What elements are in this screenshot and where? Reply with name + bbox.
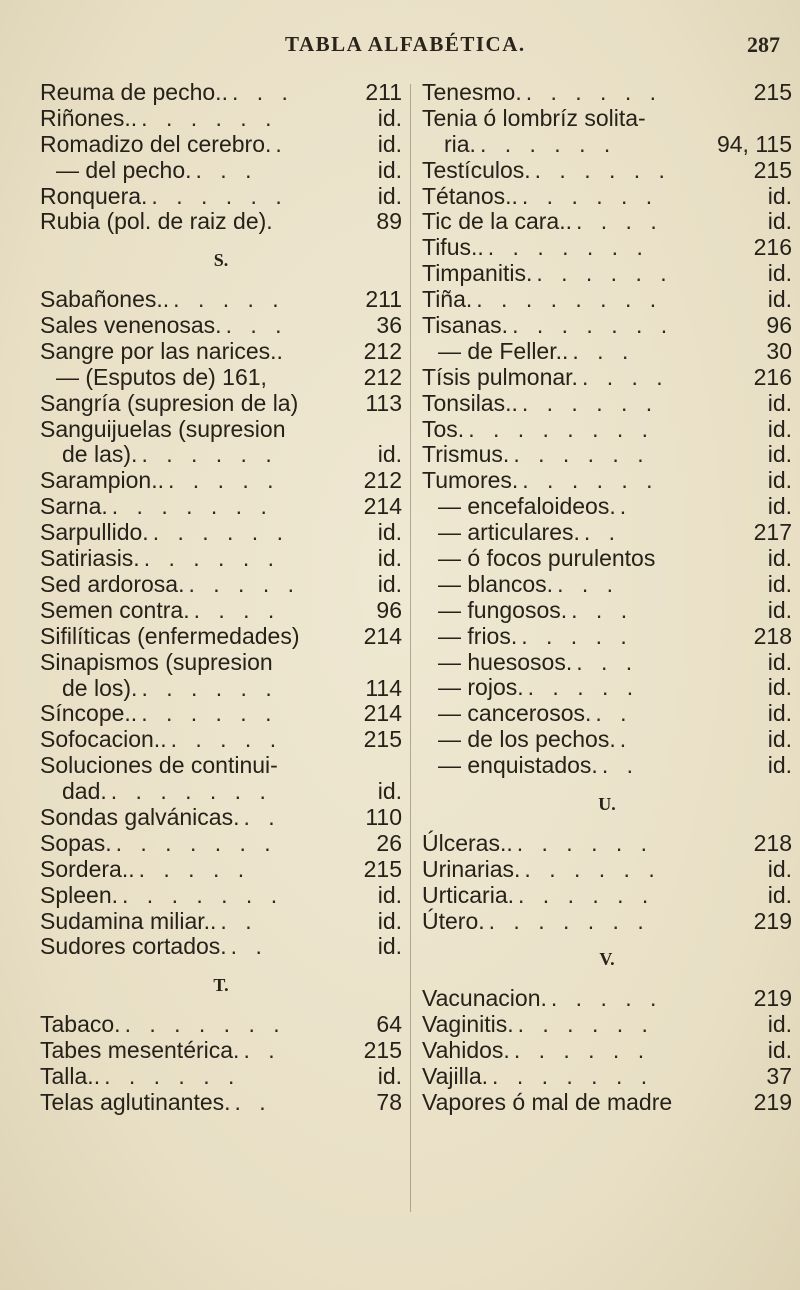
page-reference: id. — [377, 130, 402, 157]
page-reference: id. — [767, 674, 792, 701]
dot-leader: . . . . . . — [143, 546, 280, 572]
index-term: ria. — [444, 130, 476, 157]
index-term: Telas aglutinantes. — [40, 1088, 231, 1115]
dot-leader: . . . . . — [527, 675, 640, 701]
page-reference: id. — [767, 260, 792, 287]
index-term: Tos. — [422, 415, 465, 442]
page-reference: 64 — [376, 1011, 402, 1038]
index-term: Sabañones.. — [40, 286, 170, 313]
page-number: 287 — [747, 32, 780, 57]
index-entry — [40, 727, 402, 753]
index-entry — [422, 235, 792, 261]
section-letter: T. — [213, 975, 229, 996]
dot-leader: . . . . . . . — [122, 882, 284, 908]
dot-leader: . . — [583, 520, 622, 546]
dot-leader: . . . . . . . — [487, 235, 649, 261]
dot-leader: . . . . . . — [513, 1037, 651, 1063]
page-reference: id. — [377, 881, 402, 908]
page-reference: 114 — [365, 674, 402, 701]
index-entry — [40, 1064, 402, 1090]
page-reference: 78 — [376, 1088, 402, 1115]
page-reference: id. — [767, 726, 792, 753]
dot-leader: . . . . . — [188, 571, 300, 597]
index-term: Sarna. — [40, 493, 108, 520]
page-reference: id. — [377, 907, 402, 934]
index-entry — [40, 339, 402, 365]
page-reference: id. — [377, 519, 402, 546]
index-entry — [40, 106, 402, 132]
page-reference: id. — [767, 493, 792, 520]
page-reference: 215 — [363, 1036, 402, 1063]
index-entry — [422, 261, 792, 287]
page-reference: 214 — [363, 493, 402, 520]
index-entry — [422, 313, 792, 339]
index-term: — del pecho. — [56, 156, 192, 183]
index-entry — [40, 520, 402, 546]
index-entry — [40, 287, 402, 313]
dot-leader: . . . — [231, 80, 294, 105]
dot-leader: . . . . . . . — [492, 1063, 654, 1089]
index-term: — enquistados. — [438, 752, 598, 779]
index-term: Sifilíticas (enfermedades) — [40, 622, 300, 649]
index-entry — [422, 883, 792, 909]
index-term: Sangría (supresion de la) — [40, 389, 299, 416]
dot-leader: . . . . . . . — [110, 779, 272, 805]
index-entry — [422, 184, 792, 210]
index-entry — [422, 209, 792, 235]
dot-leader: . . . . . . — [152, 520, 289, 546]
page-reference: 26 — [376, 829, 402, 856]
page-reference: id. — [377, 182, 402, 209]
index-entry — [40, 313, 402, 339]
index-entry — [40, 624, 402, 650]
index-term: dad. — [62, 778, 107, 805]
dot-leader: . . . — [576, 649, 639, 675]
index-term: Urinarias. — [422, 855, 521, 882]
dot-leader: . . . . . . — [104, 1063, 241, 1089]
index-term: Úlceras.. — [422, 829, 513, 856]
dot-leader: . . . . . — [521, 623, 633, 649]
page-reference: id. — [377, 104, 402, 131]
index-entry — [422, 158, 792, 184]
page-reference: 219 — [753, 907, 792, 934]
index-term: de las). — [62, 441, 138, 468]
index-entry — [422, 520, 792, 546]
dot-leader: . . . . . . — [151, 183, 288, 209]
dot-leader: . . . — [557, 571, 620, 597]
page-reference: id. — [767, 441, 792, 468]
index-term: Tabes mesentérica. — [40, 1036, 240, 1063]
dot-leader: . . . . . . — [516, 830, 654, 856]
page-reference: 216 — [753, 234, 792, 261]
index-entry — [422, 753, 792, 779]
index-term: Reuma de pecho.. — [40, 79, 228, 105]
page-reference: id. — [377, 778, 402, 805]
index-term: Vahidos. — [422, 1036, 510, 1063]
index-entry — [422, 727, 792, 753]
index-entry — [40, 831, 402, 857]
dot-leader: . . . . . . — [525, 80, 663, 105]
dot-leader: . . — [595, 701, 633, 727]
index-term: Vajilla. — [422, 1062, 489, 1089]
index-term: Sangre por las narices.. — [40, 337, 283, 364]
dot-leader: . . . . — [575, 209, 663, 235]
index-term: Semen contra. — [40, 596, 190, 623]
index-term: — articulares. — [438, 519, 580, 546]
index-term: Vaginitis. — [422, 1011, 514, 1038]
page-reference: id. — [767, 1011, 792, 1038]
index-column-right — [422, 80, 792, 1116]
dot-leader: . . . . . . — [479, 131, 617, 157]
dot-leader: . . . . . . — [517, 1012, 654, 1038]
dot-leader: . . . . . . . — [124, 1012, 286, 1038]
index-entry — [422, 909, 792, 935]
index-term: Sudamina miliar.. — [40, 907, 217, 934]
index-term: Vacunacion. — [422, 985, 547, 1012]
index-term: Riñones.. — [40, 104, 138, 131]
dot-leader: . . . . . . — [141, 442, 278, 468]
page-reference: id. — [767, 286, 792, 313]
dot-leader — [283, 339, 360, 365]
section-letter: S. — [213, 250, 229, 271]
index-term: Síncope.. — [40, 700, 138, 727]
page-reference: 96 — [766, 312, 792, 339]
index-entry — [40, 779, 402, 805]
dot-leader: . . . . . . — [524, 856, 661, 882]
dot-leader — [300, 624, 360, 650]
dot-leader: . . — [230, 934, 268, 960]
index-entry — [422, 986, 792, 1012]
index-entry — [422, 1090, 792, 1116]
page-reference: id. — [377, 1062, 402, 1089]
index-term: Sondas galvánicas. — [40, 803, 240, 830]
page-reference: 214 — [363, 700, 402, 727]
index-term: Sarpullido. — [40, 519, 149, 546]
index-term: Sopas. — [40, 829, 112, 856]
index-entry-line: Soluciones de continui- — [40, 752, 278, 779]
index-term: Tétanos.. — [422, 182, 518, 209]
dot-leader: . . . . . . — [518, 882, 655, 908]
dot-leader — [298, 391, 361, 417]
section-letter: V. — [599, 949, 615, 970]
dot-leader — [672, 1090, 749, 1116]
index-entry — [422, 546, 792, 572]
dot-leader: . . . . . . — [141, 701, 278, 727]
index-term: Tabaco. — [40, 1011, 121, 1038]
index-term: — ó focos purulentos — [438, 545, 656, 572]
index-entry — [40, 909, 402, 935]
index-entry — [422, 494, 792, 520]
index-entry — [422, 80, 792, 106]
index-term: — cancerosos. — [438, 700, 592, 727]
index-term: Sed ardorosa. — [40, 570, 185, 597]
index-term: Tifus.. — [422, 234, 484, 261]
page-reference: id. — [767, 648, 792, 675]
page-reference: 94, 115 — [716, 130, 792, 157]
page-reference: 215 — [753, 79, 792, 105]
index-entry-line: Sinapismos (supresion — [40, 648, 273, 675]
dot-leader: . . . . . — [168, 468, 280, 494]
page-reference: id. — [767, 208, 792, 235]
page-reference: 212 — [363, 363, 402, 390]
index-entry — [40, 80, 402, 106]
dot-leader: . — [619, 727, 633, 753]
page-reference: 215 — [363, 726, 402, 753]
page-reference: id. — [767, 182, 792, 209]
page-reference: id. — [767, 545, 792, 572]
page-reference: 214 — [363, 622, 402, 649]
page-reference: 211 — [365, 79, 402, 105]
running-title: TABLA ALFABÉTICA. — [285, 32, 526, 56]
page-reference: 215 — [363, 855, 402, 882]
dot-leader: . . . . — [193, 597, 281, 623]
dot-leader: . . . . . . — [534, 157, 671, 183]
index-entry-line: Tenia ó lombríz solita- — [422, 104, 646, 131]
page-reference: 89 — [376, 208, 402, 235]
index-entry — [40, 1038, 402, 1064]
page-reference: id. — [377, 570, 402, 597]
index-entry — [422, 624, 792, 650]
dot-leader: . . . . . . — [521, 183, 659, 209]
index-entry — [422, 1038, 792, 1064]
index-term: Tísis pulmonar. — [422, 363, 578, 390]
index-term: Vapores ó mal de madre — [422, 1088, 673, 1115]
index-entry — [422, 365, 792, 391]
index-entry — [422, 391, 792, 417]
index-term: — frios. — [438, 622, 518, 649]
column-divider — [410, 84, 411, 1212]
dot-leader — [267, 365, 360, 391]
index-term: Útero. — [422, 907, 485, 934]
index-term: — blancos. — [438, 570, 554, 597]
index-term: Talla.. — [40, 1062, 101, 1089]
page-reference: id. — [767, 570, 792, 597]
index-entry — [422, 287, 792, 313]
index-entry — [422, 598, 792, 624]
index-entry — [40, 883, 402, 909]
index-term: — de los pechos. — [438, 726, 616, 753]
index-column-left — [40, 80, 402, 1116]
page-reference: 110 — [365, 803, 402, 830]
index-entry — [422, 701, 792, 727]
index-entry — [422, 132, 792, 158]
dot-leader: . — [275, 131, 288, 157]
page-reference: 212 — [363, 337, 402, 364]
index-entry — [422, 417, 792, 443]
index-entry-line: Sanguijuelas (supresion — [40, 415, 286, 442]
page-reference: id. — [767, 700, 792, 727]
index-term: — encefaloideos. — [438, 493, 616, 520]
dot-leader: . . — [601, 753, 639, 779]
index-entry — [422, 650, 792, 676]
dot-leader: . . . . . . . — [111, 494, 273, 520]
index-term: — de Feller.. — [438, 337, 569, 364]
index-term: Tic de la cara.. — [422, 208, 572, 235]
dot-leader: . . . . . . — [141, 675, 278, 701]
page-reference: id. — [377, 545, 402, 572]
dot-leader: . — [619, 494, 633, 520]
dot-leader: . . . . . . . — [512, 313, 674, 339]
index-entry — [422, 468, 792, 494]
index-term: Sarampion.. — [40, 467, 165, 494]
dot-leader: . . — [234, 1089, 272, 1115]
index-entry — [40, 468, 402, 494]
page-reference: 96 — [376, 596, 402, 623]
index-term: Trismus. — [422, 441, 510, 468]
dot-leader: . . . . — [581, 364, 669, 390]
index-term: Testículos. — [422, 156, 531, 183]
page-reference: 113 — [365, 389, 402, 416]
dot-leader: . . . . . . — [513, 442, 650, 468]
page-reference: id. — [377, 933, 402, 960]
page-reference: id. — [767, 467, 792, 494]
index-entry — [40, 805, 402, 831]
page-reference: id. — [377, 441, 402, 468]
dot-leader: . . . — [195, 157, 258, 183]
index-term: Spleen. — [40, 881, 119, 908]
index-term: — (Esputos de) 161, — [56, 363, 267, 390]
page-reference: 219 — [753, 1088, 792, 1115]
dot-leader: . . . . . — [138, 856, 251, 882]
section-letter: U. — [598, 794, 616, 815]
page-reference: id. — [767, 415, 792, 442]
dot-leader: . . . . . . — [521, 390, 659, 416]
page-reference: 219 — [753, 985, 792, 1012]
index-entry — [40, 572, 402, 598]
index-term: Rubia (pol. de raiz de). — [40, 208, 273, 235]
page-reference: id. — [767, 389, 792, 416]
dot-leader: . . . — [225, 313, 288, 339]
page-reference: 217 — [753, 519, 792, 546]
index-term: Satiriasis. — [40, 545, 140, 572]
dot-leader: . . . . . . — [522, 468, 659, 494]
index-term: Tiña. — [422, 286, 473, 313]
index-entry — [422, 339, 792, 365]
index-entry — [40, 365, 402, 391]
dot-leader — [655, 546, 763, 572]
index-term: de los). — [62, 674, 138, 701]
page-reference: 211 — [365, 286, 402, 313]
index-entry — [40, 158, 402, 184]
dot-leader: . . . . . . — [536, 261, 673, 287]
dot-leader: . . — [220, 908, 258, 934]
index-entry — [422, 1064, 792, 1090]
index-entry — [40, 184, 402, 210]
index-entry — [422, 1012, 792, 1038]
page-reference: id. — [767, 596, 792, 623]
index-term: Sudores cortados. — [40, 933, 227, 960]
dot-leader: . . . . . . — [141, 105, 278, 131]
page-reference: id. — [767, 1036, 792, 1063]
page-reference: id. — [377, 156, 402, 183]
index-entry — [40, 598, 402, 624]
dot-leader: . . . . . — [550, 986, 663, 1012]
dot-leader: . . . . . . . . — [468, 416, 655, 442]
dot-leader: . . . . . — [170, 727, 283, 753]
index-entry — [40, 442, 402, 468]
index-term: Urticaria. — [422, 881, 515, 908]
index-entry — [422, 857, 792, 883]
index-term: Tonsilas.. — [422, 389, 518, 416]
index-entry — [40, 546, 402, 572]
index-term: Tumores. — [422, 467, 519, 494]
index-term: Sales venenosas. — [40, 312, 222, 339]
page-reference: 218 — [753, 829, 792, 856]
page-reference: id. — [767, 752, 792, 779]
page-reference: 36 — [376, 312, 402, 339]
index-term: Sordera.. — [40, 855, 135, 882]
index-term: Tenesmo. — [422, 79, 522, 105]
page-reference: id. — [767, 881, 792, 908]
page-reference: id. — [767, 855, 792, 882]
index-entry — [422, 572, 792, 598]
index-entry — [40, 494, 402, 520]
dot-leader: . . — [243, 1037, 281, 1063]
page-reference: 37 — [766, 1062, 792, 1089]
index-entry — [40, 391, 402, 417]
index-entry — [40, 1012, 402, 1038]
page-header — [0, 32, 800, 62]
index-entry — [422, 675, 792, 701]
page-reference: 215 — [753, 156, 792, 183]
index-term: Ronquera. — [40, 182, 148, 209]
index-entry — [422, 442, 792, 468]
page-reference: 212 — [363, 467, 402, 494]
index-entry — [40, 701, 402, 727]
index-entry — [40, 857, 402, 883]
dot-leader: . . . — [571, 597, 634, 623]
dot-leader: . . . — [572, 338, 635, 364]
index-entry — [40, 209, 402, 235]
dot-leader: . . . . . — [173, 287, 285, 313]
index-entry — [40, 934, 402, 960]
page-reference: 218 — [753, 622, 792, 649]
index-entry — [422, 831, 792, 857]
index-term: — rojos. — [438, 674, 524, 701]
index-term: Sofocacion.. — [40, 726, 167, 753]
index-entry — [40, 132, 402, 158]
index-entry — [40, 1090, 402, 1116]
index-term: Romadizo del cerebro. — [40, 130, 272, 157]
index-entry — [40, 676, 402, 702]
index-term: Timpanitis. — [422, 260, 533, 287]
index-term: — fungosos. — [438, 596, 568, 623]
dot-leader: . . . . . . . . — [476, 287, 663, 313]
index-term: Tisanas. — [422, 312, 509, 339]
page-reference: 30 — [766, 337, 792, 364]
dot-leader: . . — [243, 804, 281, 830]
dot-leader — [273, 209, 373, 235]
index-term: — huesosos. — [438, 648, 573, 675]
dot-leader: . . . . . . . — [488, 908, 650, 934]
dot-leader: . . . . . . . — [115, 830, 277, 856]
page-reference: 216 — [753, 363, 792, 390]
